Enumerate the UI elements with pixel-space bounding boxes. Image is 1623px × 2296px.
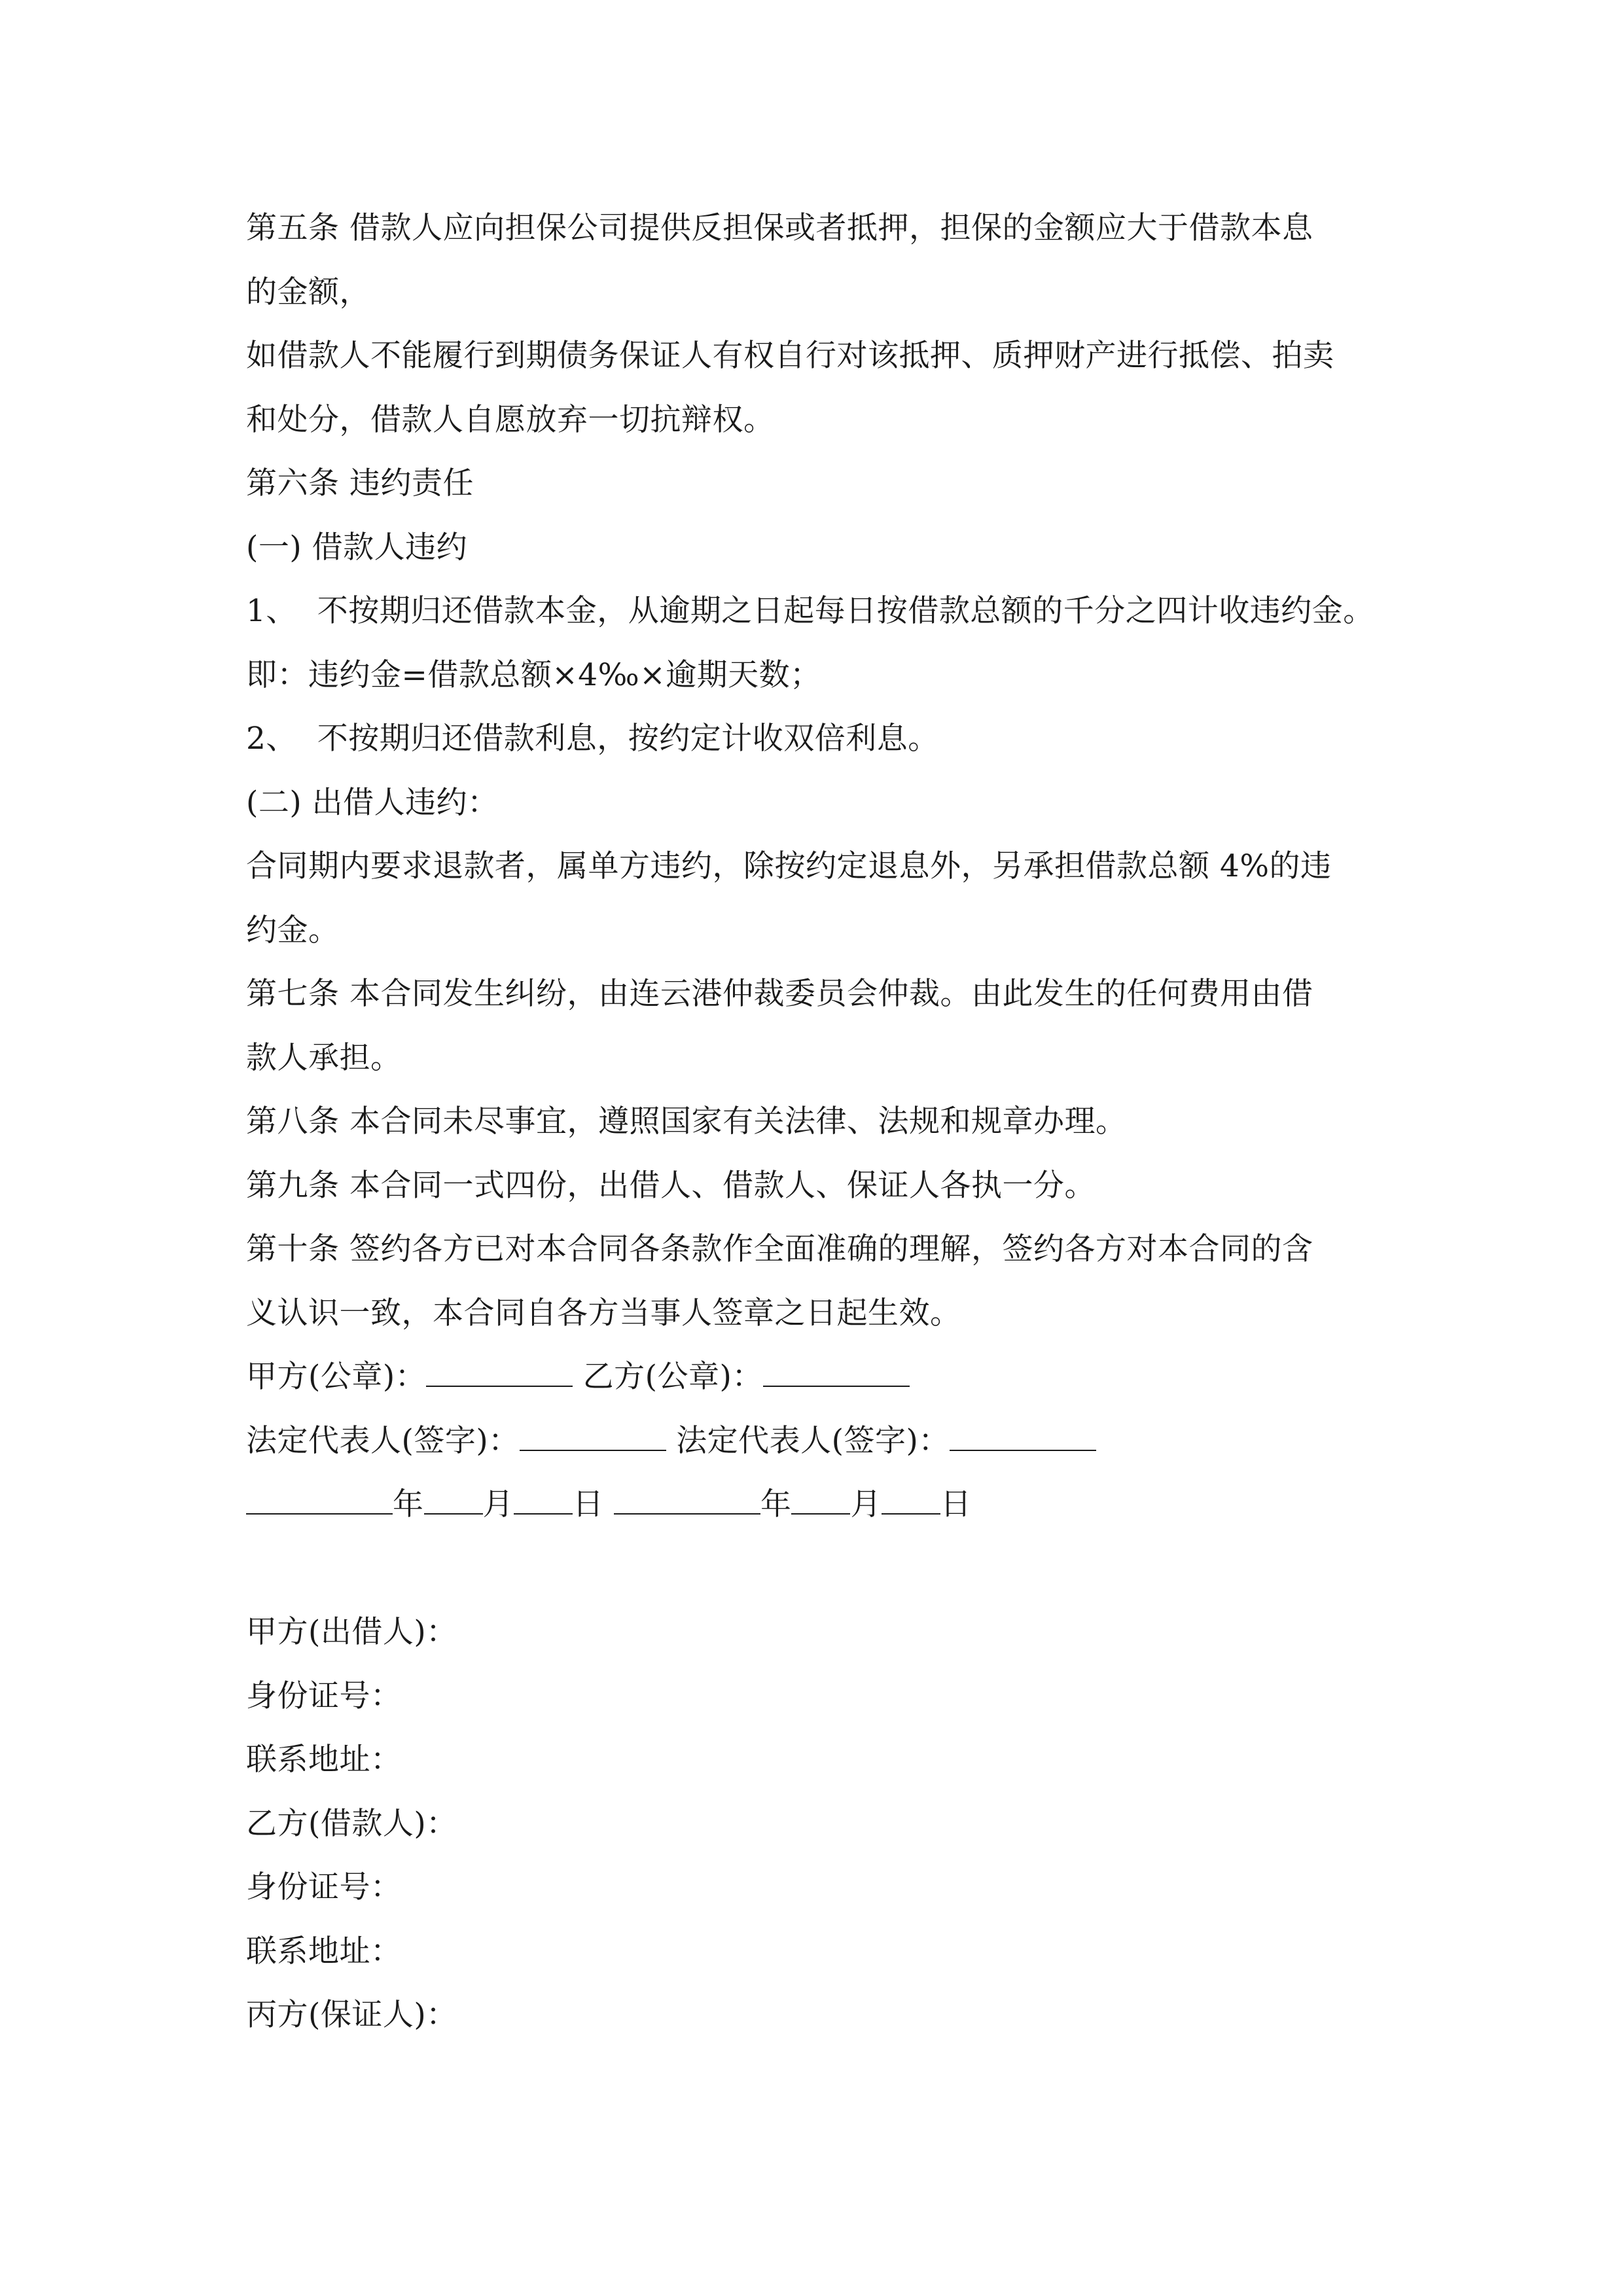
date-a-month-label: 月 (482, 1486, 514, 1522)
clause-10-line-1: 第十条 签约各方已对本合同各条款作全面准确的理解，签约各方对本合同的含 (246, 1231, 1313, 1267)
rep-b-label: 法定代表人(签字)： (676, 1422, 950, 1459)
lender-default-line-2: 约金。 (246, 912, 340, 948)
date-a-year-label: 年 (393, 1486, 424, 1522)
party-lender: 甲方(出借人)： (246, 1614, 457, 1650)
date-line (246, 1473, 1398, 1537)
rep-a-blank (520, 1412, 666, 1451)
contract-body (246, 196, 1398, 2047)
representative-line (246, 1409, 1398, 1473)
clause-7-line-1: 第七条 本合同发生纠纷，由连云港仲裁委员会仲裁。由此发生的任何费用由借 (246, 976, 1313, 1012)
borrower-default-item-1: 1、 不按期归还借款本金，从逾期之日起每日按借款总额的千分之四计收违约金。 (246, 593, 1374, 629)
clause-9: 第九条 本合同一式四份，出借人、借款人、保证人各执一分。 (246, 1167, 1096, 1204)
borrower-address: 联系地址： (246, 1933, 402, 1969)
borrower-default-item-2: 2、 不按期归还借款利息，按约定计收双倍利息。 (246, 721, 939, 757)
party-b-seal-label: 乙方(公章)： (582, 1359, 763, 1395)
date-b-month-blank (791, 1475, 850, 1515)
date-a-day-label: 日 (573, 1486, 604, 1522)
party-a-seal-label: 甲方(公章)： (246, 1359, 427, 1395)
party-borrower: 乙方(借款人)： (246, 1805, 457, 1842)
clause-6-heading: 第六条 违约责任 (246, 465, 474, 501)
spacer (246, 1537, 1398, 1601)
date-b-year-blank (614, 1475, 760, 1515)
rep-a-label: 法定代表人(签字)： (246, 1422, 520, 1459)
clause-8: 第八条 本合同未尽事宜，遵照国家有关法律、法规和规章办理。 (246, 1103, 1127, 1139)
clause-5-line-2: 的金额， (246, 274, 370, 310)
party-guarantor: 丙方(保证人)： (246, 1997, 457, 2033)
party-b-seal-blank (763, 1348, 910, 1387)
clause-5-line-3: 如借款人不能履行到期债务保证人有权自行对该抵押、质押财产进行抵偿、拍卖 (246, 338, 1334, 374)
rep-b-blank (950, 1412, 1096, 1451)
date-a-month-blank (424, 1475, 483, 1515)
clause-7-line-2: 款人承担。 (246, 1039, 402, 1076)
clause-10-line-2: 义认识一致，本合同自各方当事人签章之日起生效。 (246, 1295, 961, 1331)
borrower-id-number: 身份证号： (246, 1869, 402, 1905)
clause-5-line-1: 第五条 借款人应向担保公司提供反担保或者抵押，担保的金额应大于借款本息 (246, 210, 1313, 246)
penalty-formula: 即：违约金=借款总额×4‰×逾期天数； (246, 656, 821, 693)
date-a-day-blank (514, 1475, 573, 1515)
lender-address: 联系地址： (246, 1742, 402, 1778)
clause-5-line-4: 和处分，借款人自愿放弃一切抗辩权。 (246, 401, 775, 438)
seal-line (246, 1345, 1398, 1409)
date-a-year-blank (246, 1475, 393, 1515)
date-b-year-label: 年 (760, 1486, 792, 1522)
lender-id-number: 身份证号： (246, 1677, 402, 1714)
date-b-month-label: 月 (850, 1486, 882, 1522)
date-b-day-blank (882, 1475, 940, 1515)
date-b-day-label: 日 (940, 1486, 972, 1522)
party-a-seal-blank (426, 1348, 573, 1387)
lender-default-line-1: 合同期内要求退款者，属单方违约，除按约定退息外，另承担借款总额 4%的违 (246, 848, 1332, 884)
borrower-default-heading: (一) 借款人违约 (246, 529, 468, 565)
lender-default-heading: (二) 出借人违约： (246, 784, 499, 821)
